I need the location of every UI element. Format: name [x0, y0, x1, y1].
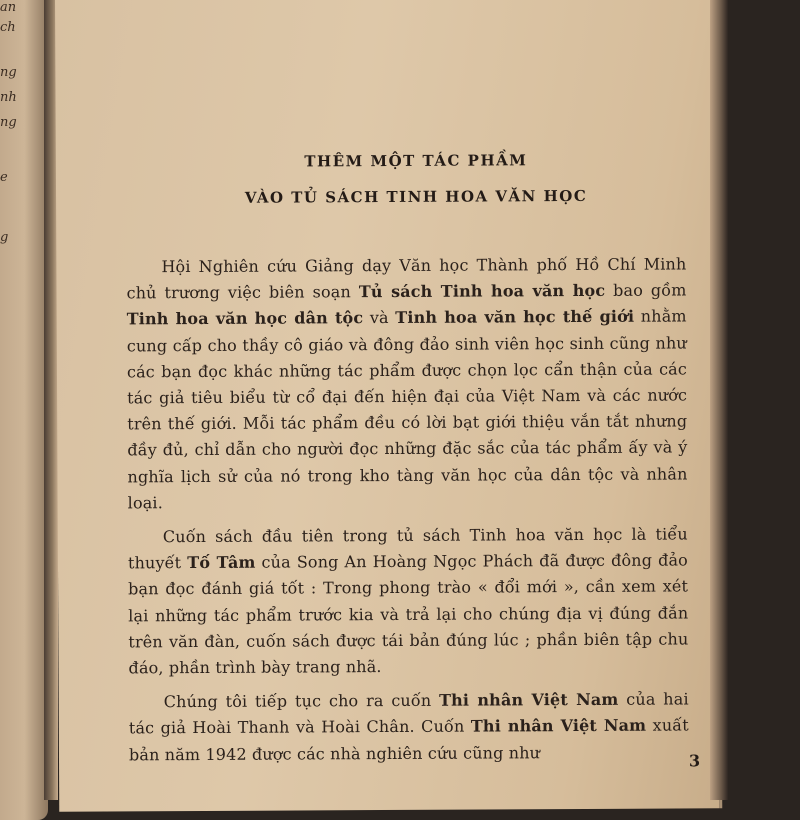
- bold-title: Tủ sách Tinh hoa văn học: [358, 281, 606, 302]
- bold-title: Tố Tâm: [187, 552, 256, 573]
- page-title-line-2: VÀO TỦ SÁCH TINH HOA VĂN HỌC: [244, 186, 588, 207]
- adjacent-left-page: [0, 0, 48, 820]
- left-page-fragment: e: [0, 170, 8, 185]
- book-page: [55, 0, 722, 812]
- paragraph-2: Cuốn sách đầu tiên trong tủ sách Tinh hoa văn học là tiểu thuyết Tố Tâm của Song An Hoàng Ngọc Phách đã được đông đảo bạn đọc đánh giá tốt : Trong phong trào « đổi mới », cần xem xét lại những tác phẩm trước kia và trả lại cho chúng địa vị đúng đắn trên văn đàn, cuốn sách được tái bản đúng lúc ; phần biên tập chu đáo, phần trình bày trang nhã.: [127, 524, 689, 678]
- page-title-line-1: THÊM MỘT TÁC PHẦM: [304, 151, 528, 171]
- left-page-fragment: ng: [0, 115, 17, 130]
- bold-title: Thi nhân Việt Nam: [470, 716, 647, 737]
- left-page-fragment: ch: [0, 20, 16, 35]
- left-page-fragment: g: [0, 230, 9, 245]
- bold-title: Tinh hoa văn học thế giới: [395, 307, 635, 328]
- bold-title: Tinh hoa văn học dân tộc: [126, 308, 364, 329]
- page-edge-shadow: [710, 0, 728, 800]
- left-page-fragment: nh: [0, 90, 17, 105]
- bold-title: Thi nhân Việt Nam: [438, 690, 619, 710]
- left-page-fragment: ng: [0, 65, 17, 80]
- left-page-fragment: an: [0, 0, 17, 15]
- page-number: 3: [688, 751, 701, 771]
- body-text: [126, 251, 689, 768]
- paragraph-1: Hội Nghiên cứu Giảng dạy Văn học Thành phố Hồ Chí Minh chủ trương việc biên soạn Tủ sách Tinh hoa văn học bao gồm Tinh hoa văn học dân tộc và Tinh hoa văn học thế giới nhằm cung cấp cho thầy cô giáo và đông đảo sinh viên học sinh cũng như các bạn đọc khác những tác phẩm được chọn lọc cẩn thận của các tác giả tiêu biểu từ cổ đại đến hiện đại của Việt Nam và các nước trên thế giới. Mỗi tác phẩm đều có lời bạt giới thiệu vắn tắt nhưng đầy đủ, chỉ dẫn cho người đọc những đặc sắc của tác phẩm ấy và ý nghĩa lịch sử của nó trong kho tàng văn học của dân tộc và nhân loại.: [126, 254, 688, 513]
- paragraph-3: Chúng tôi tiếp tục cho ra cuốn Thi nhân Việt Nam của hai tác giả Hoài Thanh và Hoài Chân. Cuốn Thi nhân Việt Nam xuất bản năm 1942 được các nhà nghiên cứu cũng như: [128, 689, 689, 765]
